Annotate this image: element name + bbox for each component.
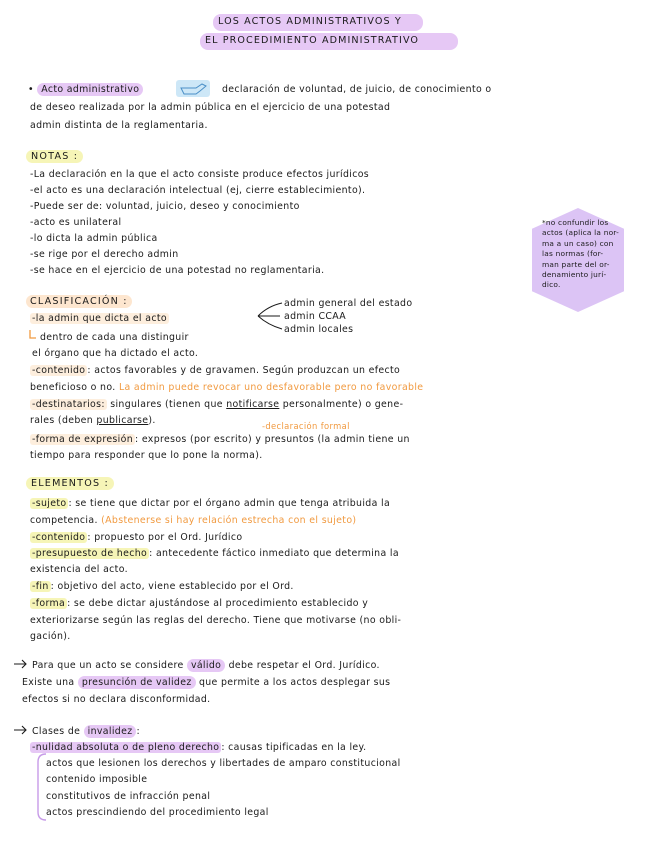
title-line-2: EL PROCEDIMIENTO ADMINISTRATIVO bbox=[205, 35, 420, 46]
destinatarios-label: -destinatarios: bbox=[32, 399, 105, 410]
note-line: man parte del or- bbox=[542, 259, 610, 269]
elementos-sujeto-2 bbox=[30, 514, 356, 527]
destinatarios-notificarse: notificarse bbox=[226, 399, 280, 410]
definition-line-1: • Acto administrativo bbox=[28, 83, 143, 96]
note-hexagon-text bbox=[542, 218, 619, 291]
forma-text: : expresos (por escrito) y presuntos (la admin tiene un bbox=[135, 434, 410, 445]
notas-item: -lo dicta la admin pública bbox=[30, 233, 158, 244]
elementos-forma-text: : se debe dictar ajustándose al procedimiento establecido y bbox=[67, 598, 369, 609]
clasificacion-contenido-2 bbox=[30, 381, 423, 394]
sujeto-line2a: competencia. bbox=[30, 515, 98, 526]
contenido-line2a: beneficioso o no. bbox=[30, 382, 116, 393]
note-line: denamiento jurí- bbox=[542, 270, 607, 280]
invalidez-item: contenido imposible bbox=[46, 774, 148, 785]
invalidez-term: invalidez bbox=[84, 725, 137, 738]
sujeto-text: : se tiene que dictar por el órgano admin que tenga atribuida la bbox=[68, 498, 391, 509]
clasificacion-forma bbox=[30, 433, 410, 446]
notas-item: -acto es unilateral bbox=[30, 217, 122, 228]
elementos-contenido-text: : propuesto por el Ord. Jurídico bbox=[87, 532, 243, 543]
contenido-label: -contenido bbox=[32, 365, 86, 376]
title-line-1: LOS ACTOS ADMINISTRATIVOS Y bbox=[218, 16, 402, 27]
invalidez-nulidad bbox=[30, 741, 366, 754]
pointing-hand-icon bbox=[176, 80, 210, 97]
forma-annotation: -declaración formal bbox=[262, 421, 350, 431]
definition-text-1: declaración de voluntad, de juicio, de conocimiento o bbox=[222, 84, 492, 95]
notas-item: -La declaración en la que el acto consiste produce efectos jurídicos bbox=[30, 169, 370, 180]
notas-heading bbox=[26, 151, 83, 162]
invalidez-item: actos prescindiendo del procedimiento legal bbox=[46, 807, 269, 818]
validez-line2a: Existe una bbox=[22, 677, 75, 688]
validez-line-2 bbox=[22, 676, 390, 689]
contenido-line2b: La admin puede revocar uno desfavorable pero no favorable bbox=[118, 382, 424, 393]
elementos-forma-3: gación). bbox=[30, 631, 71, 642]
fin-text: : objetivo del acto, viene establecido por el Ord. bbox=[50, 581, 294, 592]
sujeto-line2b: (Abstenerse si hay relación estrecha con el sujeto) bbox=[101, 515, 357, 526]
destinatarios-line2a: rales (deben bbox=[30, 415, 94, 426]
notas-item: -se rige por el derecho admin bbox=[30, 249, 179, 260]
invalidez-line-1 bbox=[32, 725, 140, 738]
destinatarios-line2b: ). bbox=[148, 415, 156, 426]
invalidez-line1a: Clases de bbox=[32, 726, 81, 737]
arrow-validez bbox=[14, 660, 26, 668]
branch-lines bbox=[258, 303, 282, 329]
clasificacion-destinatarios bbox=[30, 398, 403, 411]
branch-item: admin CCAA bbox=[284, 311, 347, 322]
elementos-presupuesto bbox=[30, 547, 399, 560]
elementos-contenido bbox=[30, 531, 242, 544]
notas-item: -se hace en el ejercicio de una potestad no reglamentaria. bbox=[30, 265, 325, 276]
arrow-invalidez bbox=[14, 726, 26, 734]
notas-item: -el acto es una declaración intelectual (ej, cierre establecimiento). bbox=[30, 185, 366, 196]
elementos-presupuesto-2: existencia del acto. bbox=[30, 564, 128, 575]
fin-label: -fin bbox=[32, 581, 49, 592]
elementos-sujeto bbox=[30, 497, 390, 510]
elementos-contenido-label: -contenido bbox=[32, 532, 86, 543]
invalidez-line1b: : bbox=[136, 726, 140, 737]
note-line: dico. bbox=[542, 280, 561, 290]
validez-line1a: Para que un acto se considere bbox=[32, 660, 184, 671]
forma-label: -forma de expresión bbox=[32, 434, 133, 445]
clasificacion-admin-text: -la admin que dicta el acto bbox=[32, 313, 167, 324]
branch-item: admin locales bbox=[284, 324, 354, 335]
elementos-fin bbox=[30, 580, 294, 593]
presupuesto-label: -presupuesto de hecho bbox=[32, 548, 148, 559]
elementos-heading-text: ELEMENTOS : bbox=[26, 477, 114, 490]
contenido-text: : actos favorables y de gravamen. Según produzcan un efecto bbox=[87, 365, 401, 376]
clasificacion-admin bbox=[30, 312, 169, 325]
validez-line1b: debe respetar el Ord. Jurídico. bbox=[228, 660, 380, 671]
definition-term: Acto administrativo bbox=[37, 83, 143, 96]
elementos-heading bbox=[26, 478, 114, 489]
note-line: actos (aplica la nor- bbox=[542, 228, 619, 238]
validez-line2b: que permite a los actos desplegar sus bbox=[198, 677, 391, 688]
dentro-line-1: dentro de cada una distinguir bbox=[40, 332, 189, 343]
validez-valido: válido bbox=[187, 659, 225, 672]
definition-line-3: admin distinta de la reglamentaria. bbox=[30, 120, 208, 131]
destinatarios-text-a: singulares (tienen que bbox=[110, 399, 223, 410]
elementos-forma-label: -forma bbox=[32, 598, 66, 609]
elementos-forma-2: exteriorizarse según las reglas del derecho. Tiene que motivarse (no obli- bbox=[30, 615, 402, 626]
note-line: las normas (for- bbox=[542, 249, 604, 259]
destinatarios-text-b: personalmente) o gene- bbox=[282, 399, 404, 410]
clasificacion-contenido bbox=[30, 364, 400, 377]
notas-item: -Puede ser de: voluntad, juicio, deseo y conocimiento bbox=[30, 201, 300, 212]
invalidez-item: actos que lesionen los derechos y libertades de amparo constitucional bbox=[46, 758, 401, 769]
clasificacion-forma-2: tiempo para responder que lo pone la norma). bbox=[30, 450, 263, 461]
dentro-line-2: el órgano que ha dictado el acto. bbox=[32, 348, 199, 359]
nulidad-text: : causas tipificadas en la ley. bbox=[221, 742, 367, 753]
validez-line-3: efectos si no declara disconformidad. bbox=[22, 694, 211, 705]
note-line: *no confundir los bbox=[542, 218, 609, 227]
presupuesto-text: : antecedente fáctico inmediato que determina la bbox=[149, 548, 399, 559]
clasificacion-destinatarios-2 bbox=[30, 414, 156, 427]
dentro-arrow bbox=[30, 330, 36, 338]
definition-line-2: de deseo realizada por la admin pública en el ejercicio de una potestad bbox=[30, 102, 391, 113]
clasificacion-heading bbox=[26, 296, 132, 307]
clasificacion-heading-text: CLASIFICACIÓN : bbox=[26, 295, 132, 308]
invalidez-item: constitutivos de infracción penal bbox=[46, 791, 211, 802]
nulidad-label: -nulidad absoluta o de pleno derecho bbox=[32, 742, 220, 753]
sujeto-label: -sujeto bbox=[32, 498, 67, 509]
elementos-forma bbox=[30, 597, 368, 610]
notas-heading-text: NOTAS : bbox=[26, 150, 83, 163]
validez-line-1 bbox=[32, 659, 380, 672]
invalidez-bracket bbox=[38, 754, 46, 820]
note-line: ma a un caso) con bbox=[542, 238, 614, 248]
validez-presuncion: presunción de validez bbox=[78, 676, 196, 689]
branch-item: admin general del estado bbox=[284, 298, 413, 309]
destinatarios-publicarse: publicarse bbox=[96, 415, 149, 426]
